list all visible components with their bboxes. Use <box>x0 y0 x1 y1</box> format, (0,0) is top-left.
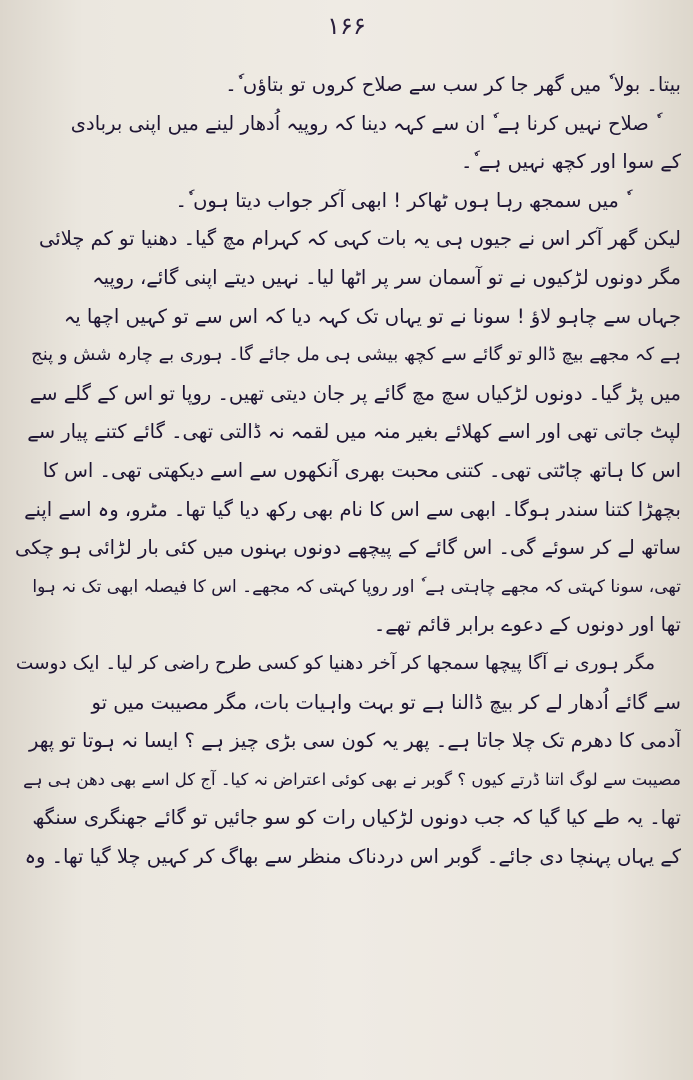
text-line: ٗ صلاح نہیں کرنا ہے ٗ ان سے کہہ دینا کہ روپیہ اُدھار لینے میں اپنی بربادی <box>70 111 655 135</box>
text-line: سے گائے اُدھار لے کر بیچ ڈالنا ہے تو بہت واہیات بات، مگر مصیبت میں تو <box>91 690 681 714</box>
text-line: ہے کہ مجھے بیچ ڈالو تو گائے سے کچھ بیشی ہی مل جائے گا۔ ہوری بے چارہ شش و پنج <box>31 344 681 366</box>
text-line: کے سوا اور کچھ نہیں ہے ٗ۔ <box>460 150 681 174</box>
text-line: لپٹ جاتی تھی اور اسے کھلائے بغیر منہ میں لقمہ نہ ڈالتی تھی۔ گائے کتنے پیار سے <box>27 420 681 444</box>
text-line: آدمی کا دھرم تک چلا جاتا ہے۔ پھر یہ کون سی بڑی چیز ہے ؟ ایسا نہ ہوتا تو پھر <box>28 729 681 753</box>
text-line: تھی، سونا کہتی کہ مجھے چاہتی ہے ٗ اور روپا کہتی کہ مجھے۔ اس کا فیصلہ ابھی تک نہ ہوا <box>32 576 681 597</box>
page-number: ۱۶۶ <box>327 12 366 40</box>
text-line: مصیبت سے لوگ اتنا ڈرتے کیوں ؟ گوبر نے بھی کوئی اعتراض نہ کیا۔ آج کل اسے بھی دھن ہی ہے <box>23 769 681 789</box>
text-line: تھا۔ یہ طے کیا گیا کہ جب دونوں لڑکیاں رات کو سو جائیں تو گائے جھنگری سنگھ <box>32 806 681 830</box>
text-line: کے یہاں پہنچا دی جائے۔ گوبر اس دردناک منظر سے بھاگ کر کہیں چلا گیا تھا۔ وہ <box>24 844 681 868</box>
text-line: مگر دونوں لڑکیوں نے تو آسمان سر پر اٹھا لیا۔ نہیں دیتے اپنی گائے، روپیہ <box>92 265 681 289</box>
text-line: لیکن گھر آکر اس نے جیوں ہی یہ بات کہی کہ کہرام مچ گیا۔ دھنیا تو کم چلائی <box>39 227 681 251</box>
text-line: اس کا ہاتھ چاٹتی تھی۔ کتنی محبت بھری آنکھوں سے اسے دیکھتی تھی۔ اس کا <box>42 458 681 482</box>
text-line: جہاں سے چاہو لاؤ ! سونا نے تو یہاں تک کہہ دیا کہ اس سے تو کہیں اچھا یہ <box>63 304 681 328</box>
text-line: مگر ہوری نے آگا پیچھا سمجھا کر آخر دھنیا کو کسی طرح راضی کر لیا۔ ایک دوست <box>15 652 655 674</box>
text-line: تھا اور دونوں کے دعوے برابر قائم تھے۔ <box>373 613 681 637</box>
text-line: ساتھ لے کر سوئے گی۔ اس گائے کے پیچھے دونوں بہنوں میں کئی بار لڑائی ہو چکی <box>15 536 681 560</box>
text-line: بیتا۔ بولا ٗ میں گھر جا کر سب سے صلاح کروں تو بتاؤں ٗ۔ <box>225 73 681 96</box>
urdu-body-text <box>14 66 681 876</box>
text-line: بچھڑا کتنا سندر ہوگا۔ ابھی سے اس کا نام بھی رکھ دیا گیا تھا۔ مٹرو، وہ اسے اپنے <box>24 497 681 521</box>
text-line: ٗ میں سمجھ رہا ہوں ٹھاکر ! ابھی آکر جواب دیتا ہوں ٗ۔ <box>175 188 625 212</box>
text-line: میں پڑ گیا۔ دونوں لڑکیاں سچ مچ گائے پر جان دیتی تھیں۔ روپا تو اس کے گلے سے <box>29 381 681 405</box>
